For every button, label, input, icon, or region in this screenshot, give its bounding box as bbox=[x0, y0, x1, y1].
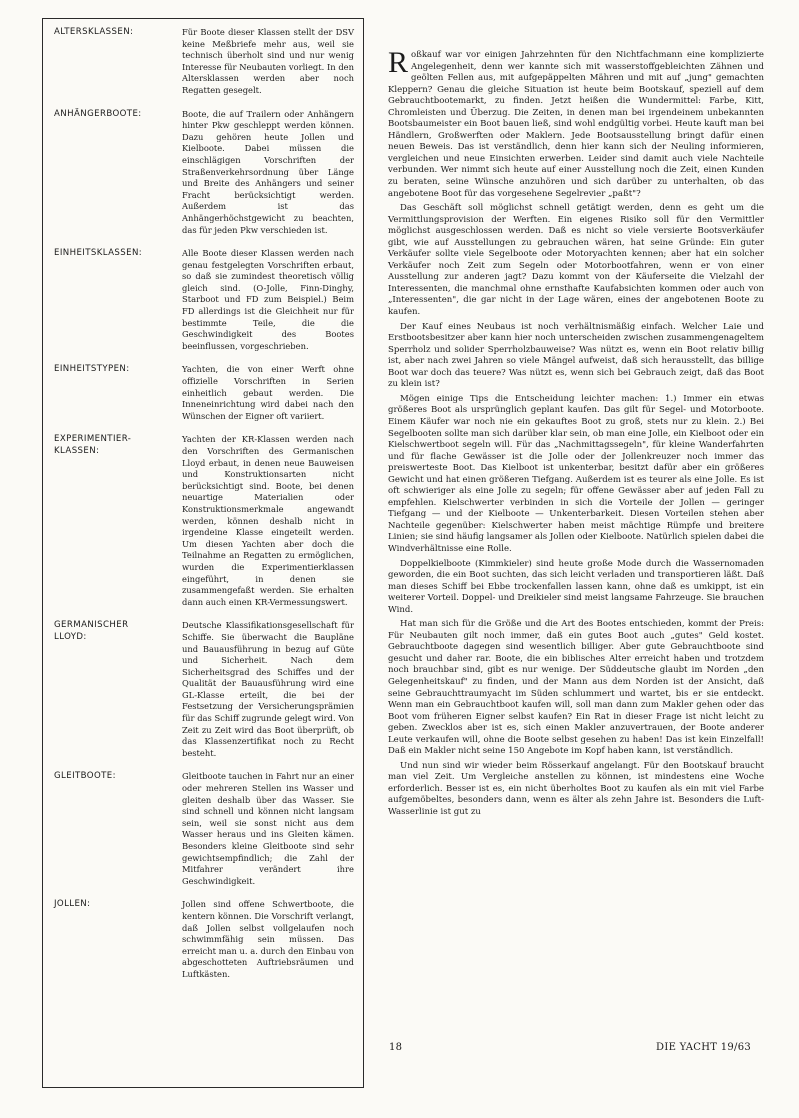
glossary-term: EINHEITSKLASSEN: bbox=[54, 248, 143, 259]
article-paragraph bbox=[388, 46, 764, 200]
glossary-definition: Boote, die auf Trailern oder Anhängern hinter Pkw geschleppt werden können. Dazu gehören heute Jollen und Kielboote. Dabei müssen die einschlägigen Vorschriften der Straßenverkehrsordnung über Länge und Breite des Anhängers und seiner Fracht berücksichtigt werden. Außerdem ist das Anhängerhöchstgewicht zu beachten, das für jeden Pkw verschieden ist. bbox=[182, 108, 354, 235]
article-paragraph: Und nun sind wir wieder beim Rösserkauf angelangt. Für den Bootskauf braucht man viel Zeit. Um Vergleiche anstellen zu können, ist mindestens eine Woche erforderlich. Besser ist es, ein nicht überholtes Boot zu kaufen als ein mit viel Farbe aufgemöbeltes, besonders dann, wenn es älter als zehn Jahre ist. Besonders die Luft-Wasserlinie ist gut zu bbox=[388, 760, 764, 817]
glossary-term: GLEITBOOTE: bbox=[54, 771, 116, 782]
glossary-entry bbox=[54, 620, 354, 759]
glossary-definition: Yachten, die von einer Werft ohne offizielle Vorschriften in Serien einheitlich gebaut werden. Die Inneneinrichtung wird dabei nach den Wünschen der Eigner oft variiert. bbox=[182, 364, 354, 421]
glossary-definition: Jollen sind offene Schwertboote, die kentern können. Die Vorschrift verlangt, daß Jollen selbst vollgelaufen noch schwimmfähig sein müssen. Das erreicht man u. a. durch den Einbau von abgeschotteten Auftriebsräumen und Luftkästen. bbox=[182, 899, 354, 979]
glossary-term: GERMANISCHER LLOYD: bbox=[54, 620, 129, 642]
glossary-definition: Deutsche Klassifikationsgesellschaft für Schiffe. Sie überwacht die Baupläne und Bauausführung in bezug auf Güte und Sicherheit. Nach dem Sicherheitsgrad des Schiffes und der Qualität der Bauausführung wird eine GL-Klasse erteilt, die bei der Festsetzung der Versicherungsprämien für das Schiff zugrunde gelegt wird. Von Zeit zu Zeit wird das Boot überprüft, ob das Klassenzertifikat noch zu Recht besteht. bbox=[182, 620, 354, 758]
glossary-definition: Alle Boote dieser Klassen werden nach genau festgelegten Vorschriften erbaut, so daß sie zumindest theoretisch völlig gleich sind. (O-Jolle, Finn-Dinghy, Starboot und FD zum Beispiel.) Beim FD allerdings ist die Gleichheit nur für bestimmte Teile, die die Geschwindigkeit des Bootes beeinflussen, vorgeschrieben. bbox=[182, 248, 354, 351]
magazine-issue: DIE YACHT 19/63 bbox=[656, 1042, 752, 1053]
glossary-box bbox=[42, 18, 364, 1088]
glossary-entry bbox=[54, 364, 354, 422]
glossary-term: ALTERSKLASSEN: bbox=[54, 27, 134, 37]
article-paragraph: Doppelkielboote (Kimmkieler) sind heute große Mode durch die Wassernomaden geworden, die ein Boot suchten, das sich leicht verladen und transportieren läßt. Daß man dieses Schiff bei Ebbe trockenfallen lassen kann, ohne daß es umkippt, ist ein weiterer Vorteil. Doppel- und Dreikieler sind meist langsame Fahrzeuge. Sie brauchen Wind. bbox=[388, 558, 764, 615]
drop-cap: R bbox=[388, 46, 409, 79]
glossary-definition: Yachten der KR-Klassen werden nach den Vorschriften des Germanischen Lloyd erbaut, in denen neue Bauweisen und Konstruktionsarten nicht berücksichtigt sind. Boote, bei denen neuartige Materialien oder Konstruktionsmerkmale angewandt werden, können deshalb nicht in irgendeine Klasse eingeteilt werden. Um diesen Yachten aber doch die Teilnahme an Regatten zu ermöglichen, wurden die Experimentierklassen eingeführt, in denen sie zusammengefaßt werden. Sie erhalten dann auch einen KR-Vermessungswert. bbox=[182, 434, 354, 607]
glossary-definition: Gleitboote tauchen in Fahrt nur an einer oder mehreren Stellen ins Wasser und gleiten deshalb über das Wasser. Sie sind schnell und können nicht langsam sein, weil sie sonst nicht aus dem Wasser heraus und ins Gleiten kämen. Besonders kleine Gleitboote sind sehr gewichtsempfindlich; die Zahl der Mitfahrer verändert ihre Geschwindigkeit. bbox=[182, 771, 354, 886]
article-column bbox=[388, 46, 764, 1046]
page-number: 18 bbox=[389, 1042, 403, 1053]
article-paragraph: Der Kauf eines Neubaus ist noch verhältnismäßig einfach. Welcher Laie und Erstbootsbesitzer aber kann hier noch unterscheiden zwischen zusammengenageltem Sperrholz und solider Sperrholzbauweise? Was nützt es, wenn ein Boot relativ billig ist, aber nach zwei Jahren so viele Mängel aufweist, daß sich herausstellt, das billige Boot war doch das teuere? Was nützt es, wenn sich bei Gebrauch zeigt, daß das Boot zu klein ist? bbox=[388, 321, 764, 390]
glossary-definition: Für Boote dieser Klassen stellt der DSV keine Meßbriefe mehr aus, weil sie technisch überholt sind und nur wenig Interesse für Neubauten vorliegt. In den Altersklassen werden aber noch Regatten gesegelt. bbox=[182, 27, 354, 95]
article-paragraph: Mögen einige Tips die Entscheidung leichter machen: 1.) Immer ein etwas größeres Boot als ursprünglich geplant kaufen. Das gilt für Segel- und Motorboote. Einem Käufer war noch nie ein gekauftes Boot zu groß, stets nur zu klein. 2.) Bei Segelbooten sollte man sich darüber klar sein, ob man eine Jolle, ein Kielboot oder ein Kielschwertboot segeln will. Für das „Nachmittagssegeln", für kleine Wanderfahrten und für flache Gewässer ist die Jolle oder der Jollenkreuzer noch immer das preiswerteste Boot. Das Kielboot ist unkenterbar, besitzt dafür aber ein größeres Gewicht und hat einen größeren Tiefgang. Außerdem ist es teurer als eine Jolle. Es ist oft schwieriger als eine Jolle zu segeln; für offene Gewässer aber auf jeden Fall zu empfehlen. Kielschwerter verbinden in sich die Vorteile der Jollen — geringer Tiefgang — und der Kielboote — Unkenterbarkeit. Diesen Vorteilen stehen aber Nachteile gegenüber: Kielschwerter haben meist mächtige Rümpfe und breitere Linien; sie sind häufig langsamer als Jollen oder Kielboote. Natürlich spielen dabei die Windverhältnisse eine Rolle. bbox=[388, 393, 764, 554]
glossary-term: EXPERIMENTIER- KLASSEN: bbox=[54, 434, 132, 456]
article-paragraph: Das Geschäft soll möglichst schnell getätigt werden, denn es geht um die Vermittlungsprovision der Werften. Ein eigenes Risiko soll für den Vermittler möglichst ausgeschlossen werden. Daß es nicht so viele versierte Bootsverkäufer gibt, wie auf Ausstellungen zu gebrauchen wären, hat seine Gründe: Ein guter Verkäufer sollte viele Segelboote oder Motoryachten kennen; aber hat ein solcher Verkäufer noch Zeit zum Segeln oder Motorbootfahren, wenn er von einer Ausstellung zur anderen jagt? Dazu kommt von der Käuferseite die Vielzahl der Interessenten, die manchmal ohne ernsthafte Kaufabsichten kommen oder auch von „Interessenten", die gar nicht in der Lage wären, eines der angebotenen Boote zu kaufen. bbox=[388, 203, 764, 318]
glossary-entry bbox=[54, 434, 354, 608]
glossary-term: EINHEITSTYPEN: bbox=[54, 364, 130, 375]
article-paragraph: Hat man sich für die Größe und die Art des Bootes entschieden, kommt der Preis: Für Neubauten gilt noch immer, daß ein gutes Boot auch „gutes" Geld kostet. Gebrauchtboote dagegen sind wesentlich billiger. Aber gute Gebrauchtboote sind gesucht und daher rar. Boote, die ein biblisches Alter erreicht haben und trotzdem noch brauchbar sind, gibt es nur wenige. Der Süddeutsche glaubt im Norden „den Gelegenheitskauf" zu finden, und der Mann aus dem Norden ist der Ansicht, daß seine Gebrauchttraumyacht im Süden schlummert und wartet, bis er sie entdeckt. Wenn man ein Gebrauchtboot kaufen will, soll man dann zum Makler gehen oder das Boot vom früheren Eigner selbst kaufen? Ein Rat in dieser Frage ist nicht leicht zu geben. Zwecklos aber ist es, sich einen Makler anzuvertrauen, der Boote anderer Leute verkaufen will, ohne die Boote selbst gesehen zu haben! Das ist kein Einzelfall! Daß ein Makler nicht seine 150 Angebote im Kopf haben kann, ist verständlich. bbox=[388, 619, 764, 757]
article-lead-text: oßkauf war vor einigen Jahrzehnten für den Nichtfachmann eine komplizierte Angelegenheit, denn wer kannte sich mit wasserstoffgebleichten Zähnen und geölten Fellen aus, mit aufgepäppelten Mähren und mit auf „jung" gemachten Kleppern? Genau die gleiche Situation ist heute beim Bootskauf, speziell auf dem Gebrauchtbootemarkt, zu finden. Jetzt heißen die Wundermittel: Farbe, Kitt, Chromleisten und Überzug. Die Zeiten, in denen man bei irgendeinem unbekannten Bootsbaumeister ein Boot bauen ließ, sind wohl endgültig vorbei. Heute kauft man bei Händlern, Großwerften oder Maklern. Jede Bootsausstellung bringt dafür einen neuen Beweis. Das ist verständlich, denn hier kann sich der Neuling informieren, vergleichen und neue Einsichten erwerben. Leider sind damit auch viele Nachteile verbunden. Wer nimmt sich heute auf einer Ausstellung noch die Zeit, einen Kunden zu beraten, seine Wünsche anzuhören und sich darüber zu unterhalten, ob das angebotene Boot für das vorgesehene Segelrevier „paßt"? bbox=[388, 50, 764, 199]
glossary-entry bbox=[54, 27, 354, 97]
glossary-entry bbox=[54, 109, 354, 237]
glossary-term: ANHÄNGERBOOTE: bbox=[54, 108, 142, 119]
glossary-term: JOLLEN: bbox=[54, 899, 91, 910]
glossary-entry bbox=[54, 248, 354, 352]
glossary-entry bbox=[54, 899, 354, 980]
glossary-entry bbox=[54, 771, 354, 887]
